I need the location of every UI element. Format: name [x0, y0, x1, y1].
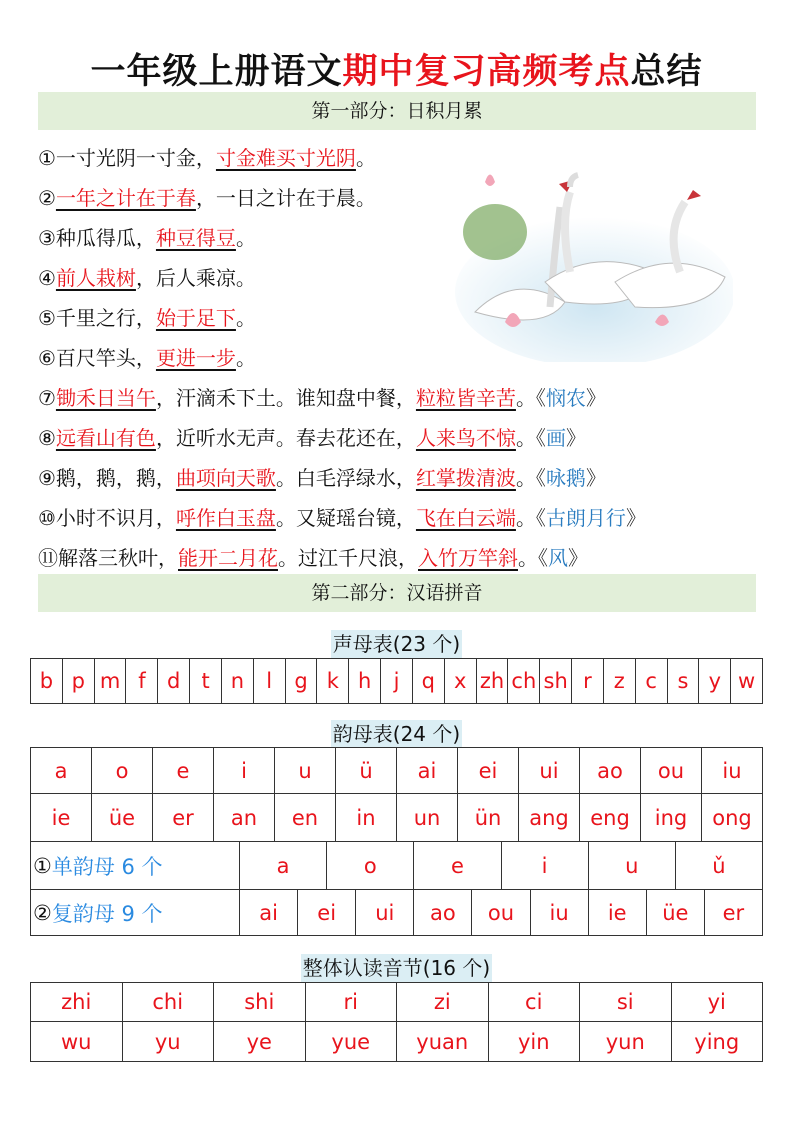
pinyin-cell: ao [413, 890, 471, 935]
row-number: ② [33, 900, 52, 925]
line-text: 。过江千尺浪， [278, 546, 418, 570]
compound-vowel-row [30, 890, 763, 936]
line-text: ⑩小时不识月， [38, 506, 176, 530]
pinyin-cell: üe [646, 890, 704, 935]
answer-text: 种豆得豆 [155, 226, 236, 250]
pinyin-cell: ün [457, 794, 518, 841]
line-text: ⑨鹅，鹅，鹅， [38, 466, 176, 490]
zhengti-title [0, 952, 793, 981]
poem-line [38, 142, 646, 182]
zhengti-row-1 [30, 982, 763, 1022]
pinyin-cell: i [213, 748, 274, 793]
yunmu-row-2 [30, 794, 763, 842]
pinyin-cell: r [571, 659, 603, 703]
zhengti-title-text: 整体认读音节(16 个) [302, 956, 491, 980]
answer-text: 能开二月花 [178, 546, 278, 570]
pinyin-cell: eng [579, 794, 640, 841]
pinyin-cell: er [704, 890, 762, 935]
answer-text: 粒粒皆辛苦 [415, 386, 516, 410]
shengmu-table [30, 658, 763, 704]
pinyin-cell: ong [701, 794, 762, 841]
poem-line [38, 382, 646, 422]
pinyin-cell: ye [213, 1022, 305, 1061]
line-text: ⑪解落三秋叶， [38, 546, 178, 570]
answer-text: 更进一步 [155, 346, 236, 370]
pinyin-cell: w [730, 659, 762, 703]
line-text: ⑦ [38, 386, 56, 410]
pinyin-cell: zh [476, 659, 508, 703]
pinyin-cell: un [396, 794, 457, 841]
answer-text: 曲项向天歌 [175, 466, 276, 490]
pinyin-cell: zi [396, 983, 488, 1021]
pinyin-cell: yin [488, 1022, 580, 1061]
line-text: ，一日之计在于晨。 [195, 186, 376, 210]
pinyin-cell: ci [488, 983, 580, 1021]
line-text: 。《 [515, 386, 546, 410]
pinyin-cell: wu [61, 1029, 92, 1054]
part1-heading: 第一部分：日积月累 [38, 92, 756, 130]
line-text: 。又疑瑶台镜， [275, 506, 416, 530]
line-text: 。《 [518, 546, 548, 570]
single-vowel-row [30, 842, 763, 890]
pinyin-cell: u [588, 842, 675, 889]
row-label-text: 复韵母 9 个 [51, 901, 163, 926]
pinyin-cell: ch [507, 659, 539, 703]
pinyin-cell: t [189, 659, 221, 703]
poem-title: 咏鹅 [545, 466, 586, 490]
pinyin-cell: ou [471, 890, 529, 935]
answer-text: 寸金难买寸光阴 [215, 146, 356, 170]
pinyin-cell: ang [518, 794, 579, 841]
line-text: 》 [625, 506, 646, 530]
pinyin-cell: zhi [61, 990, 92, 1014]
pinyin-cell: yue [305, 1022, 397, 1061]
line-text: ② [38, 186, 56, 210]
answer-text: 锄禾日当午 [55, 386, 156, 410]
poem-title: 画 [545, 426, 566, 450]
title-part: 总结 [630, 52, 703, 92]
answer-text: 远看山有色 [55, 426, 156, 450]
pinyin-cell: i [501, 842, 588, 889]
part2-heading: 第二部分：汉语拼音 [38, 574, 756, 612]
line-text: ，近听水无声。春去花还在， [155, 426, 416, 450]
title-part: 一年级上册语文 [90, 52, 343, 92]
page-title [0, 44, 793, 94]
line-text: 》 [585, 386, 606, 410]
line-text: 。 [235, 306, 256, 330]
pinyin-cell: o [326, 842, 413, 889]
pinyin-cell: b [39, 669, 54, 693]
line-text: ⑤千里之行， [38, 306, 156, 330]
line-text: ，后人乘凉。 [135, 266, 256, 290]
pinyin-cell: g [285, 659, 317, 703]
line-text: 。 [235, 346, 256, 370]
pinyin-cell: k [316, 659, 348, 703]
pinyin-cell: a [239, 842, 326, 889]
poem-title: 悯农 [545, 386, 586, 410]
pinyin-cell: ü [335, 748, 396, 793]
pinyin-cell: yu [122, 1022, 214, 1061]
poem-title: 古朗月行 [545, 506, 626, 530]
pinyin-cell: üe [91, 794, 152, 841]
answer-text: 人来鸟不惊 [415, 426, 516, 450]
pinyin-cell: ui [355, 890, 413, 935]
row-label-text: 单韵母 6 个 [51, 854, 163, 879]
line-text: ⑧ [38, 426, 56, 450]
line-text: 》 [568, 546, 588, 570]
pinyin-cell: in [335, 794, 396, 841]
poem-line [38, 262, 646, 302]
line-text: ，汗滴禾下土。谁知盘中餐， [155, 386, 416, 410]
pinyin-cell: z [603, 659, 635, 703]
line-text: 。《 [515, 426, 546, 450]
pinyin-cell: an [213, 794, 274, 841]
pinyin-cell: shi [213, 983, 305, 1021]
pinyin-cell: c [635, 659, 667, 703]
answer-text: 红掌拨清波 [415, 466, 516, 490]
line-text: ⑥百尺竿头， [38, 346, 156, 370]
pinyin-cell: ui [518, 748, 579, 793]
pinyin-cell: f [125, 659, 157, 703]
pinyin-cell: s [667, 659, 699, 703]
pinyin-cell: ei [457, 748, 518, 793]
poem-line [38, 182, 646, 222]
line-text: ③种瓜得瓜， [38, 226, 156, 250]
line-text: 。《 [515, 466, 546, 490]
row-label [31, 890, 239, 935]
answer-text: 飞在白云端 [415, 506, 516, 530]
poem-line [38, 422, 646, 462]
pinyin-cell: en [274, 794, 335, 841]
line-text: 。 [355, 146, 376, 170]
pinyin-cell: a [54, 758, 68, 783]
pinyin-cell: ri [305, 983, 397, 1021]
pinyin-cell: e [413, 842, 500, 889]
poem-title: 风 [548, 546, 568, 570]
pinyin-cell: d [157, 659, 189, 703]
pinyin-cell: u [274, 748, 335, 793]
pinyin-cell: ying [671, 1022, 763, 1061]
answer-text: 一年之计在于春 [55, 186, 196, 210]
row-number: ① [33, 853, 52, 878]
answer-text: 前人栽树 [55, 266, 136, 290]
pinyin-cell: j [380, 659, 412, 703]
pinyin-cell: m [94, 659, 126, 703]
pinyin-cell: e [152, 748, 213, 793]
pinyin-cell: chi [122, 983, 214, 1021]
answer-text: 呼作白玉盘 [175, 506, 276, 530]
pinyin-cell: iu [530, 890, 588, 935]
pinyin-cell: yi [671, 983, 763, 1021]
pinyin-cell: ing [640, 794, 701, 841]
answer-text: 入竹万竿斜 [418, 546, 518, 570]
line-text: 》 [565, 426, 586, 450]
poem-line [38, 342, 646, 382]
line-text: 。 [235, 226, 256, 250]
row-label [31, 842, 239, 889]
pinyin-cell: si [579, 983, 671, 1021]
poem-line [38, 302, 646, 342]
pinyin-cell: ou [640, 748, 701, 793]
pinyin-cell: sh [539, 659, 571, 703]
pinyin-cell: q [412, 659, 444, 703]
poem-line [38, 222, 646, 262]
pinyin-cell: yuan [396, 1022, 488, 1061]
pinyin-cell: x [444, 659, 476, 703]
line-text: 。白毛浮绿水， [275, 466, 416, 490]
line-text: 》 [585, 466, 606, 490]
pinyin-cell: l [253, 659, 285, 703]
pinyin-cell: ǔ [675, 842, 762, 889]
pinyin-cell: ai [396, 748, 457, 793]
pinyin-cell: p [62, 659, 94, 703]
pinyin-cell: ao [579, 748, 640, 793]
pinyin-cell: n [221, 659, 253, 703]
pinyin-cell: h [348, 659, 380, 703]
yunmu-title [0, 718, 793, 747]
pinyin-cell: ai [239, 890, 297, 935]
answer-text: 始于足下 [155, 306, 236, 330]
title-highlight: 期中复习高频考点 [342, 52, 631, 92]
pinyin-cell: ie [51, 805, 71, 830]
pinyin-cell: er [152, 794, 213, 841]
pinyin-cell: o [91, 748, 152, 793]
shengmu-title-text: 声母表(23 个) [332, 632, 461, 656]
poem-lines [38, 142, 646, 582]
pinyin-cell: ei [297, 890, 355, 935]
pinyin-cell: iu [701, 748, 762, 793]
poem-line [38, 462, 646, 502]
line-text: ①一寸光阴一寸金， [38, 146, 216, 170]
shengmu-title [0, 628, 793, 657]
pinyin-cell: yun [579, 1022, 671, 1061]
pinyin-cell: y [698, 659, 730, 703]
yunmu-row-1 [30, 747, 763, 794]
zhengti-row-2 [30, 1022, 763, 1062]
pinyin-cell: ie [588, 890, 646, 935]
line-text: ④ [38, 266, 56, 290]
line-text: 。《 [515, 506, 546, 530]
yunmu-title-text: 韵母表(24 个) [332, 722, 461, 746]
poem-line [38, 502, 646, 542]
